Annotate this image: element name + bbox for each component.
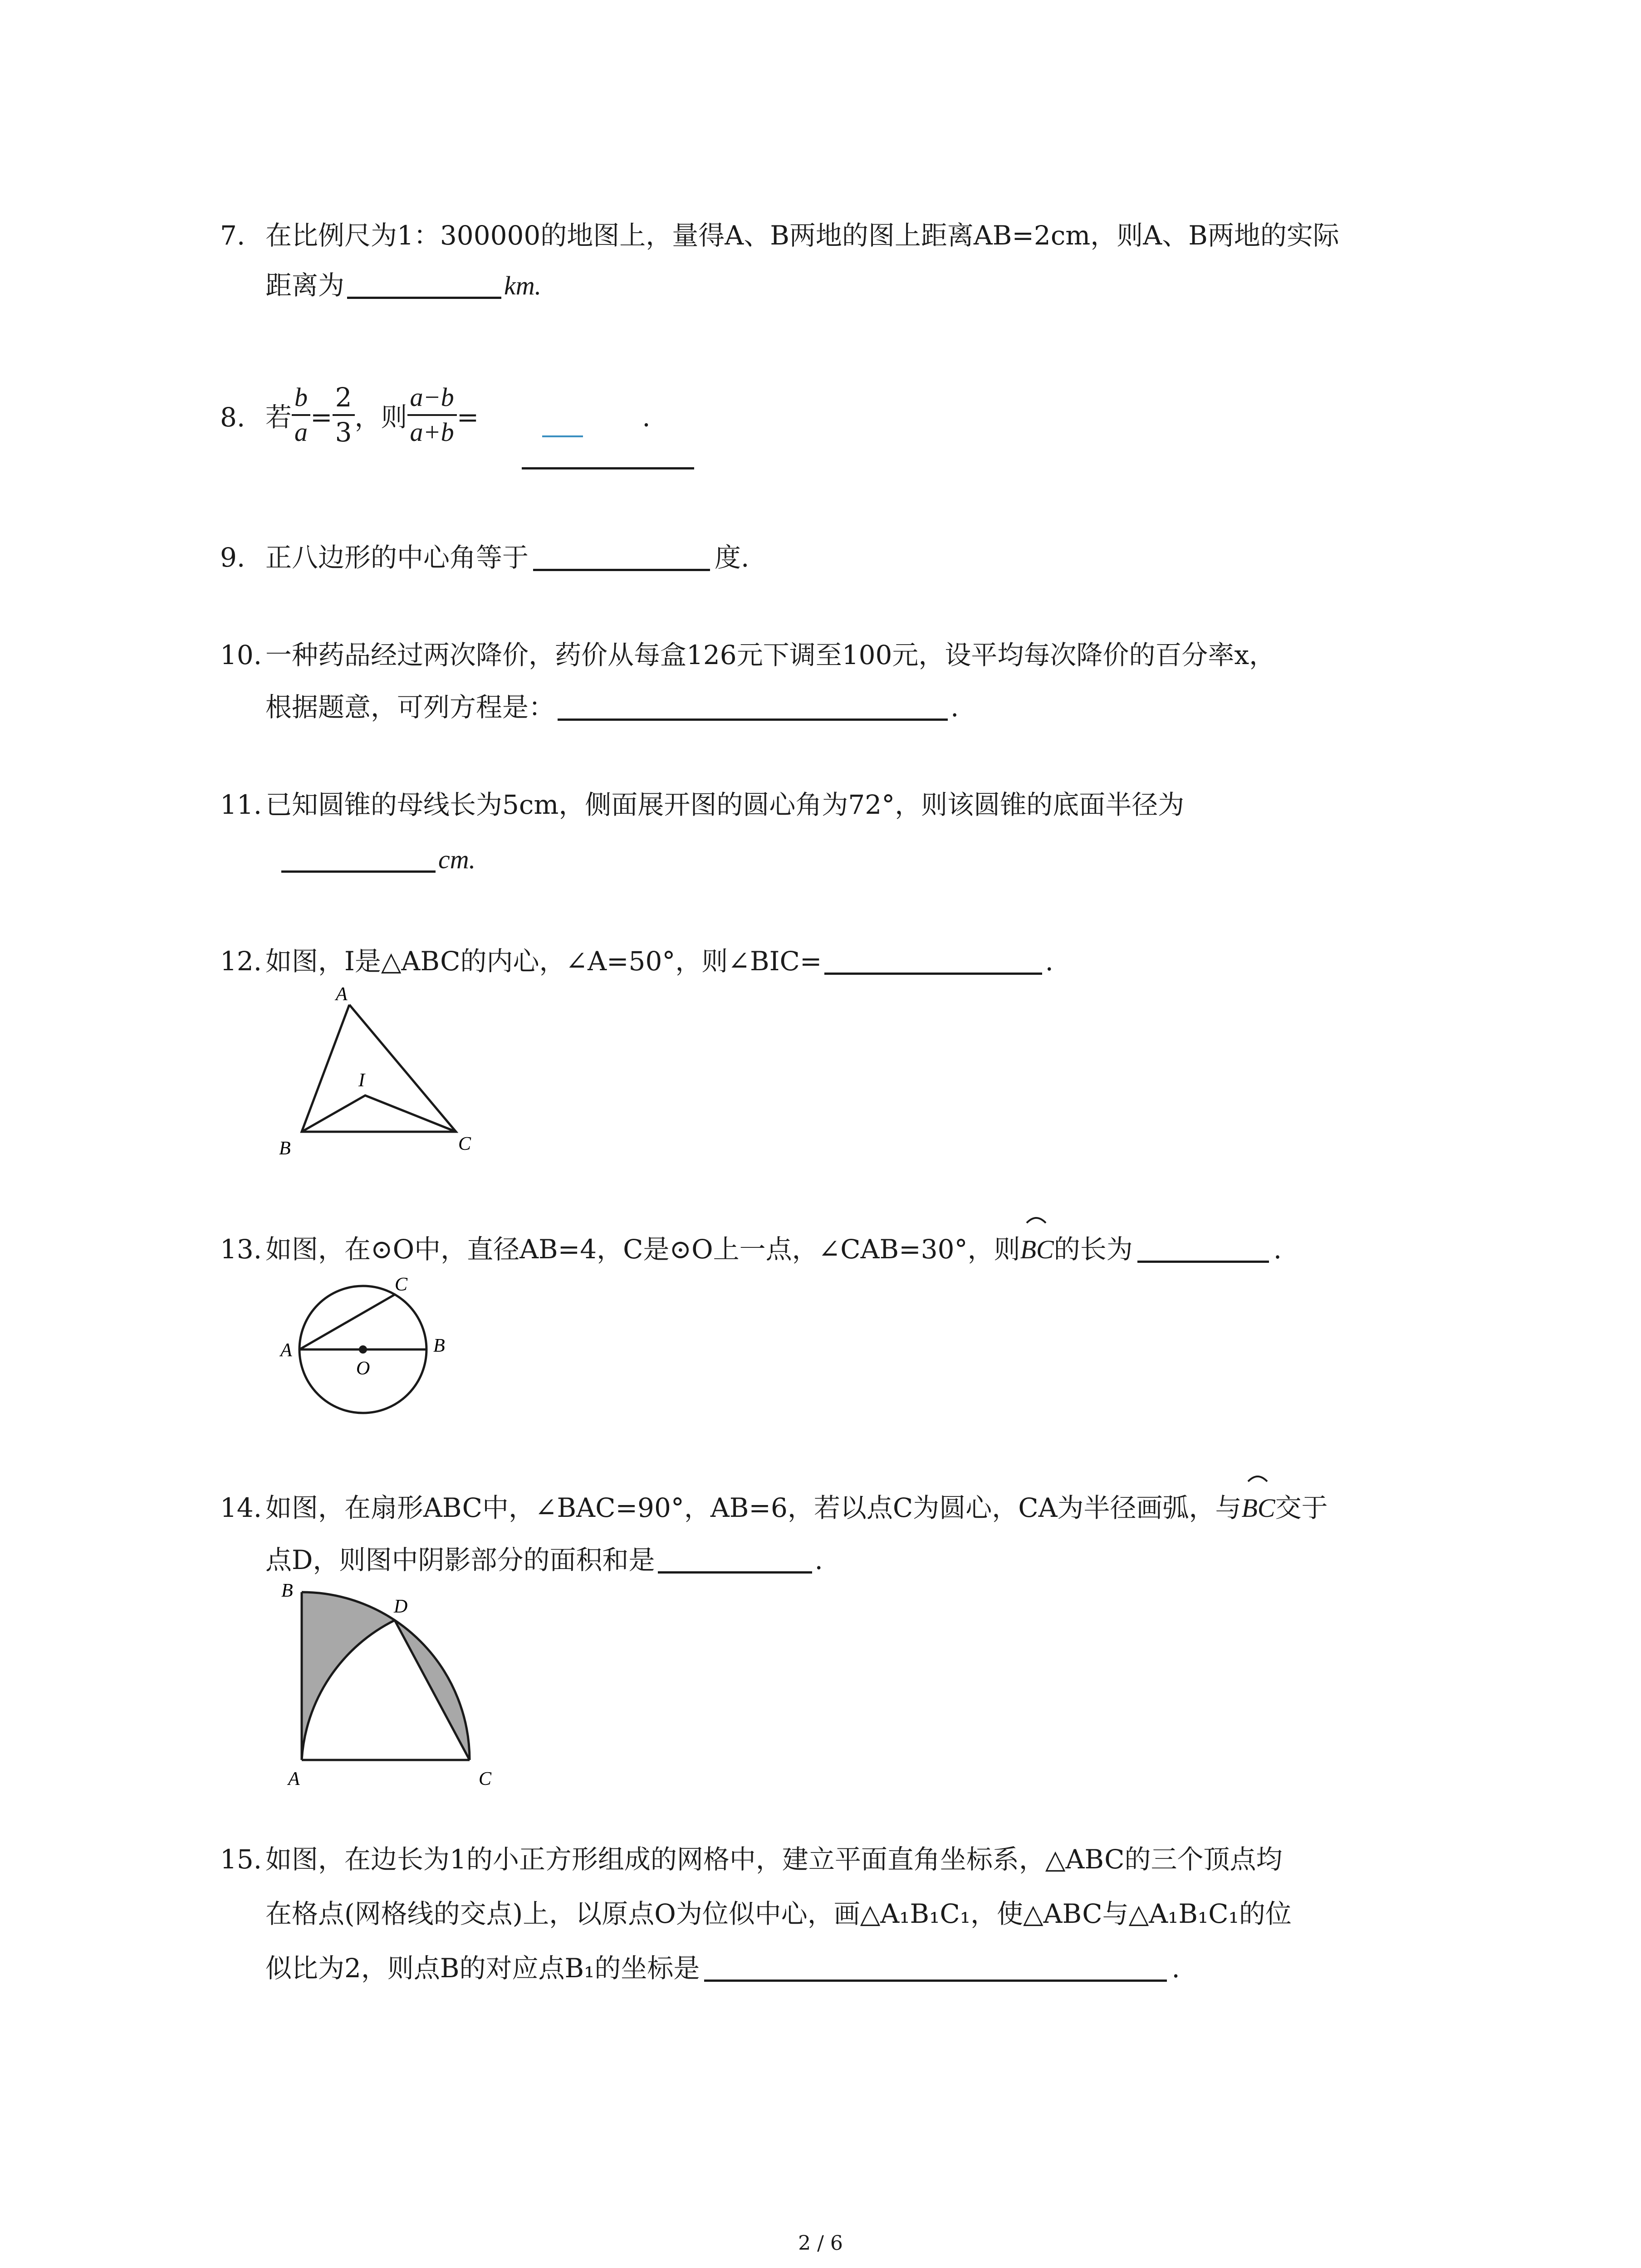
unit-text: km. [504,271,542,300]
period: . [814,1545,823,1575]
triangle-incenter-figure [272,984,499,1166]
period: . [1171,1953,1180,1984]
question-text: 如图，在边长为1的小正方形组成的网格中，建立平面直角坐标系，△ABC的三个顶点均 [265,1844,1283,1875]
unit-text: 度. [715,542,749,573]
question-13 [220,1236,1282,1263]
question-11 [220,789,1185,820]
question-text: 似比为2，则点B的对应点B₁的坐标是 [265,1953,700,1984]
question-number: 9. [220,542,245,573]
answer-blank[interactable] [533,564,710,571]
question-12 [220,948,1053,975]
label-D: D [394,1596,408,1617]
question-text: 在比例尺为1：300000的地图上，量得A、B两地的图上距离AB=2cm，则A、B两地的实际 [265,220,1339,251]
question-10-line2 [265,694,959,721]
question-14-line2 [265,1547,823,1574]
question-7 [220,222,1339,249]
circle-diameter-figure [272,1266,481,1429]
question-text: 如图，在⊙O中，直径AB=4，C是⊙O上一点，∠CAB=30°，则 [265,1234,1020,1265]
question-14 [220,1492,1328,1523]
question-text: 点D，则图中阴影部分的面积和是 [265,1545,655,1575]
question-number: 14. [220,1492,262,1523]
answer-blank[interactable] [1137,1256,1269,1263]
question-text: 如图，I是△ABC的内心，∠A=50°，则∠BIC= [265,946,822,977]
period: . [950,692,959,723]
question-text: 如图，在扇形ABC中，∠BAC=90°，AB=6，若以点C为圆心，CA为半径画弧，与 [265,1492,1242,1523]
arc-mark-icon [1025,1213,1048,1224]
question-text: 距离为 [265,270,345,301]
equals-sign: = [310,401,333,433]
label-A: A [336,984,348,1005]
label-C: C [395,1274,408,1295]
label-A: A [288,1769,300,1789]
answer-blank[interactable] [347,292,501,299]
unit-text: cm. [438,845,476,874]
question-8 [220,382,651,453]
equals-sign: = [456,401,479,433]
question-15-line2 [265,1898,1292,1929]
arc-bc-label: BC [1242,1493,1275,1523]
question-text: 一种药品经过两次降价，药价从每盒126元下调至100元，设平均每次降价的百分率x， [265,640,1276,670]
question-text: 的长为 [1053,1234,1133,1265]
question-9 [220,544,749,571]
question-10 [220,642,1275,668]
question-number: 11. [220,789,262,820]
question-7-line2 [265,272,541,299]
label-B: B [433,1335,445,1356]
answer-blank[interactable] [658,1567,812,1574]
sector-shaded-figure [272,1579,526,1792]
dash-mark [542,435,583,437]
question-text: 若 [265,401,292,433]
question-number: 13. [220,1234,262,1265]
label-C: C [479,1769,492,1789]
question-text: 正八边形的中心角等于 [265,542,529,573]
fraction-b-over-a: $\frac{b}{a}$ [292,381,310,449]
answer-blank[interactable] [704,1975,1167,1982]
fraction-a-minus-b-over-a-plus-b: $\frac{a-b}{a+b}$ [407,381,457,449]
label-C: C [458,1134,471,1154]
question-number: 8. [220,401,245,433]
label-A: A [280,1340,292,1361]
label-O: O [356,1358,370,1379]
question-number: 12. [220,946,262,977]
question-text: ，则 [354,401,407,433]
answer-blank[interactable] [281,866,436,873]
answer-blank[interactable] [558,714,948,721]
answer-blank[interactable] [522,463,694,469]
page-number: 2 / 6 [798,2232,843,2255]
period: . [642,401,651,433]
question-text: 交于 [1275,1492,1328,1523]
question-15-line3 [265,1955,1180,1982]
question-text: 在格点(网格线的交点)上，以原点O为位似中心，画△A₁B₁C₁，使△ABC与△A₁B₁C₁的位 [265,1898,1292,1929]
question-11-line2 [281,846,475,873]
question-text: 根据题意，可列方程是： [265,692,555,723]
fraction-2-over-3: $\frac{2}{3}$ [333,381,355,449]
period: . [1273,1234,1282,1265]
label-B: B [279,1138,291,1159]
arc-bc-label: BC [1020,1235,1054,1264]
label-I: I [358,1070,365,1091]
arc-mark-icon [1246,1471,1269,1482]
question-number: 10. [220,640,262,670]
question-15 [220,1844,1283,1875]
period: . [1045,946,1053,977]
question-text: 已知圆锥的母线长为5cm，侧面展开图的圆心角为72°，则该圆锥的底面半径为 [265,789,1185,820]
question-number: 7. [220,220,245,251]
answer-blank[interactable] [824,968,1042,975]
label-B: B [281,1580,293,1601]
question-number: 15. [220,1844,262,1875]
